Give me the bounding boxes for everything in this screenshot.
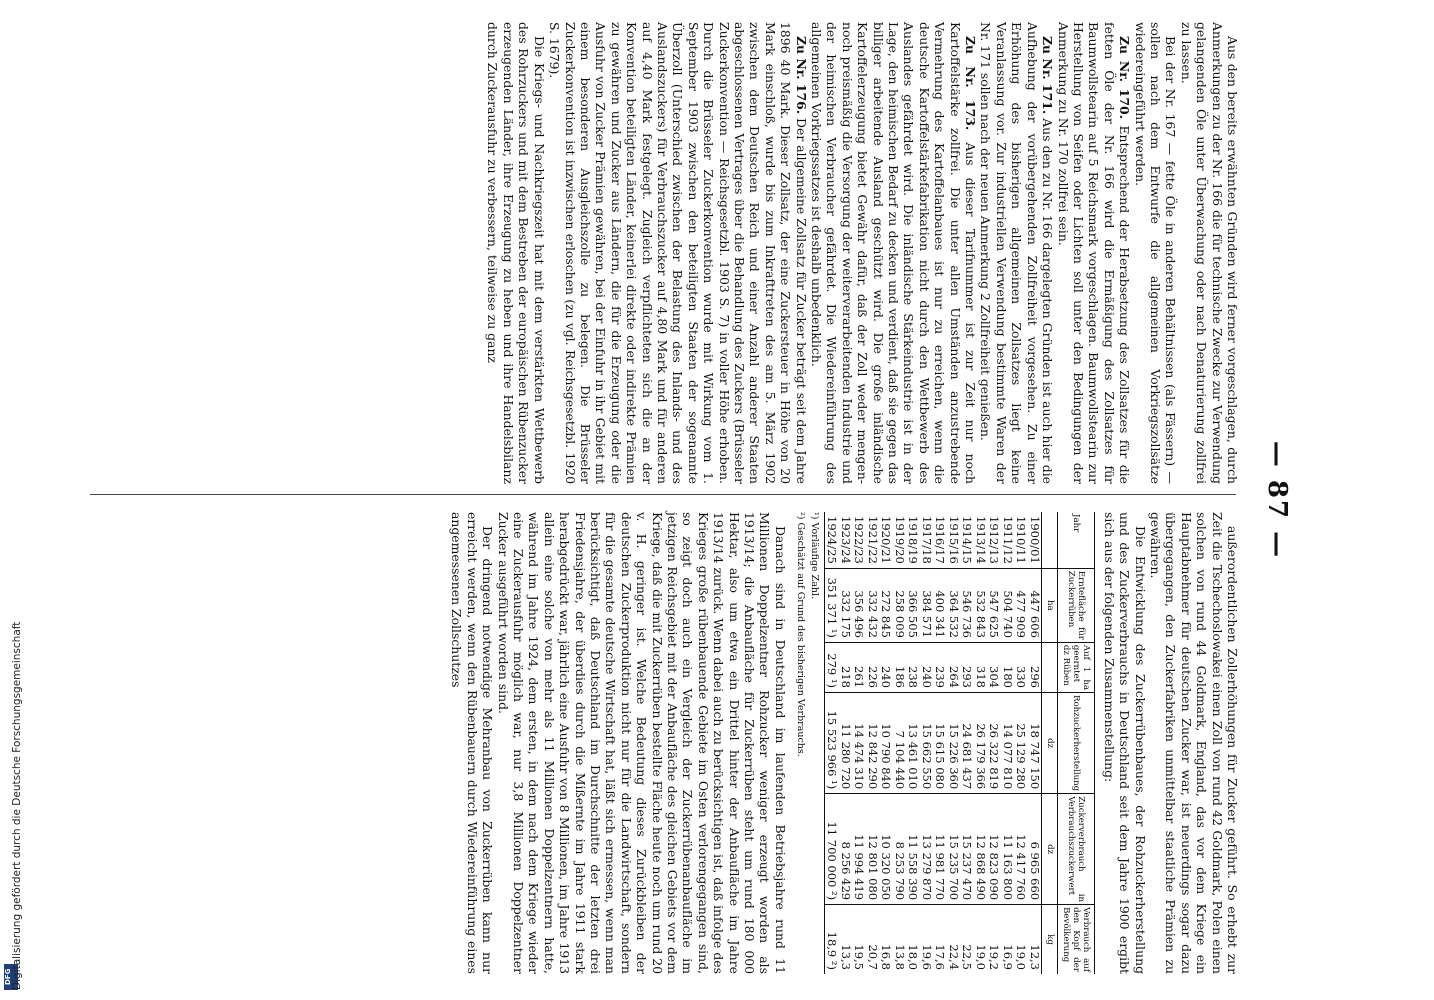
footnote: ²) Geschätzt auf Grund des bisherigen Verbrauchs. [794, 512, 806, 757]
table-cell: 186 [892, 642, 906, 692]
table-cell: 384 571 [919, 568, 933, 642]
column-divider [90, 494, 1236, 495]
table-row [1000, 512, 1014, 974]
unit-cell: dz [1041, 692, 1058, 793]
table-cell: 1917/18 [919, 516, 934, 564]
table-cell: 8 253 790 [892, 794, 906, 905]
paragraph: Die Kriegs- und Nachkriegszeit hat mit dem verstärkten Wettbewerb des Rohrzuckers und mit dem Bestreben der europäischen Rübenzucker erzeugenden Länder, ihre Erzeugung zu heben und ihre Handelsbilanz durch Zuckerausfuhr zu verbessern, teilweise zu ganz [485, 22, 547, 484]
unit-cell [1041, 642, 1058, 692]
table-cell: 532 843 [973, 568, 987, 642]
table-cell: 272 845 [879, 568, 893, 642]
table-cell: 7 104 440 [892, 692, 906, 793]
table-row [960, 512, 974, 974]
unit-cell: kg [1041, 905, 1058, 974]
paragraph: außerordentlichen Zollerhöhungen für Zucker geführt. So erhebt zur Zeit die Tschechoslowakei einen Zoll von rund 42 Goldmark, Polen einen solchen von rund 44 Goldmark, England, das vor dem Kriege ein Hauptabnehmer für deutschen Zucker war, ist neuerdings sogar dazu übergegangen, den Zuckerfabriken unmittelbar staatliche Prämien zu gewähren. [1147, 512, 1240, 974]
dfg-logo: DFG [4, 964, 18, 990]
table-cell: 16,8 [879, 905, 893, 974]
table-header: Rohzuckerherstellung [1058, 692, 1095, 793]
table-cell: 14 474 310 [852, 692, 866, 793]
table-cell: 26 322 819 [987, 692, 1001, 793]
table-cell: 240 [919, 642, 933, 692]
table-cell: 1910/11 [1014, 516, 1029, 564]
section-heading: Zu Nr. 176. [793, 36, 809, 115]
table-row [906, 512, 920, 974]
table-cell: 218 [838, 642, 852, 692]
table-cell: 13 461 010 [906, 692, 920, 793]
section-heading: Zu Nr. 171. [1040, 36, 1056, 115]
table-cell: 19,6 [919, 905, 933, 974]
table-cell: 238 [906, 642, 920, 692]
table-cell: 12 868 490 [973, 794, 987, 905]
table-row [946, 512, 960, 974]
paragraph [978, 22, 1055, 484]
table-cell: 1924/25 [824, 512, 838, 568]
table-cell: 258 009 [892, 568, 906, 642]
paragraph-text: Aus dieser Tarifnummer ist zur Zeit nur noch Kartoffelstärke zollfrei. Die unter allen Umständen anzustrebende Vermehrung des Kartoffelanbaues ist nur zu erreichen, wenn die deutsche Kartoffelstärkefabrikation nicht durch den Wettbewerb des Auslandes gefährdet wird. Die inländische Stärkeindustrie ist in der Lage, den heimischen Bedarf zu decken und verdient, daß sie gegen das billiger arbeitende Ausland geschützt wird. Die große inländische Kartoffelerzeugung bietet Gewähr dafür, daß der Zoll weder mengen- noch preismäßig die Versorgung der weiterverarbeitenden Industrie und der heimischen Verbraucher gefährdet. Die Wiedereinführung des allgemeinen Vorkriegssatzes ist deshalb unbedenklich. [809, 22, 979, 484]
table-row [933, 512, 947, 974]
right-column [449, 512, 1240, 974]
table-cell: 22,4 [946, 905, 960, 974]
table-cell: 25 129 280 [1014, 692, 1028, 793]
table-row [852, 512, 866, 974]
table-cell: 18 747 150 [1027, 692, 1041, 793]
table-cell: 1915/16 [946, 516, 961, 564]
table-cell: 24 681 437 [960, 692, 974, 793]
table-cell: 239 [933, 642, 947, 692]
unit-cell: ha [1041, 568, 1058, 642]
table-cell: 1922/23 [852, 516, 867, 564]
table-cell: 1916/17 [933, 516, 948, 564]
table-cell: 19,0 [1014, 905, 1028, 974]
table-cell: 12 823 090 [987, 794, 1001, 905]
table-cell: 11 558 390 [906, 794, 920, 905]
table-cell: 22,5 [960, 905, 974, 974]
table-cell: 261 [852, 642, 866, 692]
table-cell: 546 736 [960, 568, 974, 642]
table-cell: 13,8 [892, 905, 906, 974]
table-cell: 1920/21 [879, 516, 894, 564]
table-cell: 26 179 366 [973, 692, 987, 793]
unit-cell: dz [1041, 794, 1058, 905]
table-cell: 12 417 760 [1014, 794, 1028, 905]
table-row [987, 512, 1001, 974]
table-cell: 332 175 [838, 568, 852, 642]
table-cell: 11 280 720 [838, 692, 852, 793]
page-number: — 87 — [1262, 440, 1292, 560]
paragraph-text: Der allgemeine Zollsatz für Zucker beträgt seit dem Jahre 1896 40 Mark. Dieser Zollsatz, der eine Zuckersteuer in Höhe von 20 Mark einschloß, wurde bis zum Inkrafttreten des am 5. März 1902 zwischen dem Deutschen Reich und einer Anzahl anderer Staaten abgeschlossenen Vertrages über die Behandlung des Zuckers (Brüsseler Zuckerkonvention — Reichsgesetzbl. 1903 S. 7) in voller Höhe erhoben. Durch die Brüsseler Zuckerkonvention wurde mit Wirkung vom 1. September 1903 zwischen den beteiligten Staaten der sogenannte Überzoll (Unterschied zwischen der Belastung des Inlands- und des Auslandszuckers) für Verbrauchszucker auf 4,80 Mark und für anderen auf 4,40 Mark festgelegt. Zugleich verpflichteten sich die an der Konvention beteiligten Länder, keinerlei direkte oder indirekte Prämien zu gewähren und Zucker aus Ländern, die für die Erzeugung oder die Ausfuhr von Zucker Prämien gewähren, bei der Einfuhr in ihr Gebiet mit einem besonderen Ausgleichszolle zu belegen. Die Brüsseler Zuckerkonvention ist inzwischen erloschen (zu vgl. Reichsgesetzbl. 1920 S. 1679). [547, 22, 809, 484]
table-cell: 226 [865, 642, 879, 692]
table-cell: 12 842 290 [865, 692, 879, 793]
table-cell: 15 237 470 [960, 794, 974, 905]
table-cell: 15 235 700 [946, 794, 960, 905]
table-cell: 1921/22 [865, 516, 880, 564]
table-cell: 180 [1000, 642, 1014, 692]
table-cell: 332 432 [865, 568, 879, 642]
table-header-row [1058, 512, 1095, 974]
table-cell: 364 532 [946, 568, 960, 642]
table-header: Zuckerverbrauch in Verbrauchszuckerwert [1058, 794, 1095, 905]
table-cell: 264 [946, 642, 960, 692]
table-cell: 11 994 419 [852, 794, 866, 905]
table-cell: 279 ¹) [824, 642, 838, 692]
paragraph-text: Entsprechend der Herabsetzung des Zollsatzes für die fetten Öle der Nr. 166 wird die Ermäßigung des Zollsatzes für Baumwollstearin auf 5 Reichsmark vorgeschlagen. Baumwollstearin zur Herstellung von Seifen oder Lichten soll unter den Bedingungen der Anmerkung zu Nr. 170 zollfrei sein. [1055, 22, 1133, 484]
paragraph [547, 22, 809, 484]
table-cell: 318 [973, 642, 987, 692]
table-cell: 547 625 [987, 568, 1001, 642]
paragraph [1055, 22, 1132, 484]
table-units-row [1041, 512, 1058, 974]
table-cell: 12 801 080 [865, 794, 879, 905]
table-cell: 477 909 [1014, 568, 1028, 642]
left-column [485, 22, 1240, 484]
table-cell: 19,5 [852, 905, 866, 974]
section-heading: Zu Nr. 170. [1117, 36, 1133, 119]
table-row [892, 512, 906, 974]
table-cell: 504 740 [1000, 568, 1014, 642]
table-header: Verbrauch auf den Kopf der Bevölkerung [1058, 905, 1095, 974]
table-cell: 14 077 810 [1000, 692, 1014, 793]
paragraph: Aus den bereits erwähnten Gründen wird ferner vorgeschlagen, durch Anmerkungen zu der Nr. 166 die für technische Zwecke zur Verwendung gelangenden Öle unter Überwachung oder nach Denaturierung zollfrei zu lassen. [1178, 22, 1240, 484]
table-row [865, 512, 879, 974]
table-cell: 11 700 000 ²) [824, 794, 838, 905]
table-cell: 19,2 [987, 905, 1001, 974]
table-cell: 17,6 [933, 905, 947, 974]
table-cell: 240 [879, 642, 893, 692]
table-cell: 20,7 [865, 905, 879, 974]
table-row [1027, 512, 1041, 974]
digitization-credit: Digitalisierung gefördert durch die Deutsche Forschungsgemeinschaft [11, 621, 23, 990]
table-row [879, 512, 893, 974]
table-cell: 10 790 840 [879, 692, 893, 793]
paragraph: Der dringend notwendige Mehranbau von Zuckerrüben kann nur erreicht werden, wenn den Rübenbauern durch Wiedereinführung eines angemessenen Zollschutzes [449, 512, 496, 974]
table-cell: 10 320 050 [879, 794, 893, 905]
table-cell: 1919/20 [892, 516, 907, 564]
table-header: Auf 1 ha geerntet dz Rüben [1058, 642, 1095, 692]
table-cell: 11 981 770 [933, 794, 947, 905]
table-cell: 366 505 [906, 568, 920, 642]
paragraph: Die Entwicklung des Zuckerrübenbaues, der Rohzuckerherstellung und des Zuckerverbrauchs in Deutschland seit dem Jahre 1900 ergibt sich aus der folgenden Zusammenstellung: [1101, 512, 1148, 974]
table-cell: 11 163 800 [1000, 794, 1014, 905]
table-cell: 351 371 ¹) [824, 568, 838, 642]
table-row [824, 512, 838, 974]
table-row [919, 512, 933, 974]
table-cell: 447 606 [1027, 568, 1041, 642]
scanned-page [50, 0, 1310, 1000]
table-cell: 293 [960, 642, 974, 692]
table-cell: 356 496 [852, 568, 866, 642]
table-row [973, 512, 987, 974]
table-cell: 15 662 550 [919, 692, 933, 793]
table-cell: 16,9 [1000, 905, 1014, 974]
table-cell: 1912/13 [987, 516, 1002, 564]
table-cell: 400 341 [933, 568, 947, 642]
table-cell: 296 [1027, 642, 1041, 692]
unit-cell [1041, 512, 1058, 568]
table-cell: 15 615 080 [933, 692, 947, 793]
table-cell: 18,9 ²) [824, 905, 838, 974]
paragraph: Danach sind in Deutschland im laufenden Betriebsjahre rund 11 Millionen Doppelzentner Rohzucker weniger erzeugt worden als 1913/14; die Anbaufläche für Zuckerrüben steht um rund 180 000 Hektar, also um etwa ein Drittel hinter der Anbaufläche im Jahre 1913/14 zurück. Wenn dabei auch zu berücksichtigen ist, daß infolge des Krieges große rübenbauende Gebiete im Osten verlorengegangen sind, so zeigt doch auch ein Vergleich der Zuckerrübenanbaufläche im jetzigen Reichsgebiet mit der Anbaufläche des gleichen Gebiets vor dem Kriege, daß die mit Zuckerrüben bestellte Fläche heute noch um rund 20 v. H. geringer ist. Welche Bedeutung dieses Zurückbleiben der deutschen Zuckerproduktion nicht nur für die Landwirtschaft, sondern für die gesamte deutsche Wirtschaft hat, läßt sich ermessen, wenn man berücksichtigt, daß Deutschland im Durchschnitte der letzten drei Friedensjahre, der überdies durch die Mißernte im Jahre 1911 stark herabgedrückt war, jährlich eine Ausfuhr von 8 Millionen, im Jahre 1913 allein eine solche von mehr als 11 Millionen Doppelzentnern hatte, während im Jahre 1924, dem ersten, in dem nach dem Kriege wieder eine Zuckerausfuhr möglich war, nur 3,8 Millionen Doppelzentner Zucker ausgeführt worden sind. [495, 512, 788, 974]
table-header: Erntefläche für Zuckerrüben [1058, 568, 1095, 642]
table-cell: 1900/01 [1027, 516, 1042, 564]
footnote: ¹) Vorläufige Zahl. [808, 512, 820, 600]
table-cell: 1911/12 [1000, 516, 1015, 564]
table-cell: 8 256 429 [838, 794, 852, 905]
table-cell: 13 279 870 [919, 794, 933, 905]
paragraph [809, 22, 978, 484]
paragraph: Bei der Nr. 167 — fette Öle in anderen Behältnissen (als Fässern) — sollen nach dem Entwurfe die allgemeinen Vorkriegszollsätze wiedereingeführt werden. [1132, 22, 1179, 484]
table-cell: 330 [1014, 642, 1028, 692]
table-header: Jahr [1058, 512, 1095, 568]
table-cell: 1918/19 [906, 516, 921, 564]
table-cell: 1923/24 [838, 516, 853, 564]
section-heading: Zu Nr. 173. [963, 36, 979, 131]
table-cell: 15 226 360 [946, 692, 960, 793]
table-cell: 18,0 [906, 905, 920, 974]
sugar-statistics-table [824, 512, 1096, 974]
table-cell: 15 523 966 ¹) [824, 692, 838, 793]
table-cell: 12,3 [1027, 905, 1041, 974]
table-row [1014, 512, 1028, 974]
table-cell: 19,0 [973, 905, 987, 974]
paragraph-text: Aus den zu Nr. 166 dargelegten Gründen ist auch hier die Aufhebung der vorübergehenden Zollfreiheit vorgesehen. Zu einer Erhöhung des bisherigen allgemeinen Zollsatzes liegt keine Veranlassung vor. Zur industriellen Verwendung bestimmte Waren der Nr. 171 sollen nach der neuen Anmerkung 2 Zollfreiheit genießen. [978, 22, 1056, 485]
table-row [838, 512, 852, 974]
table-cell: 6 965 660 [1027, 794, 1041, 905]
table-cell: 1913/14 [973, 516, 988, 564]
digitization-sidebar [0, 0, 22, 1000]
table-cell: 1914/15 [960, 516, 975, 564]
table-cell: 304 [987, 642, 1001, 692]
table-cell: 13,3 [838, 905, 852, 974]
